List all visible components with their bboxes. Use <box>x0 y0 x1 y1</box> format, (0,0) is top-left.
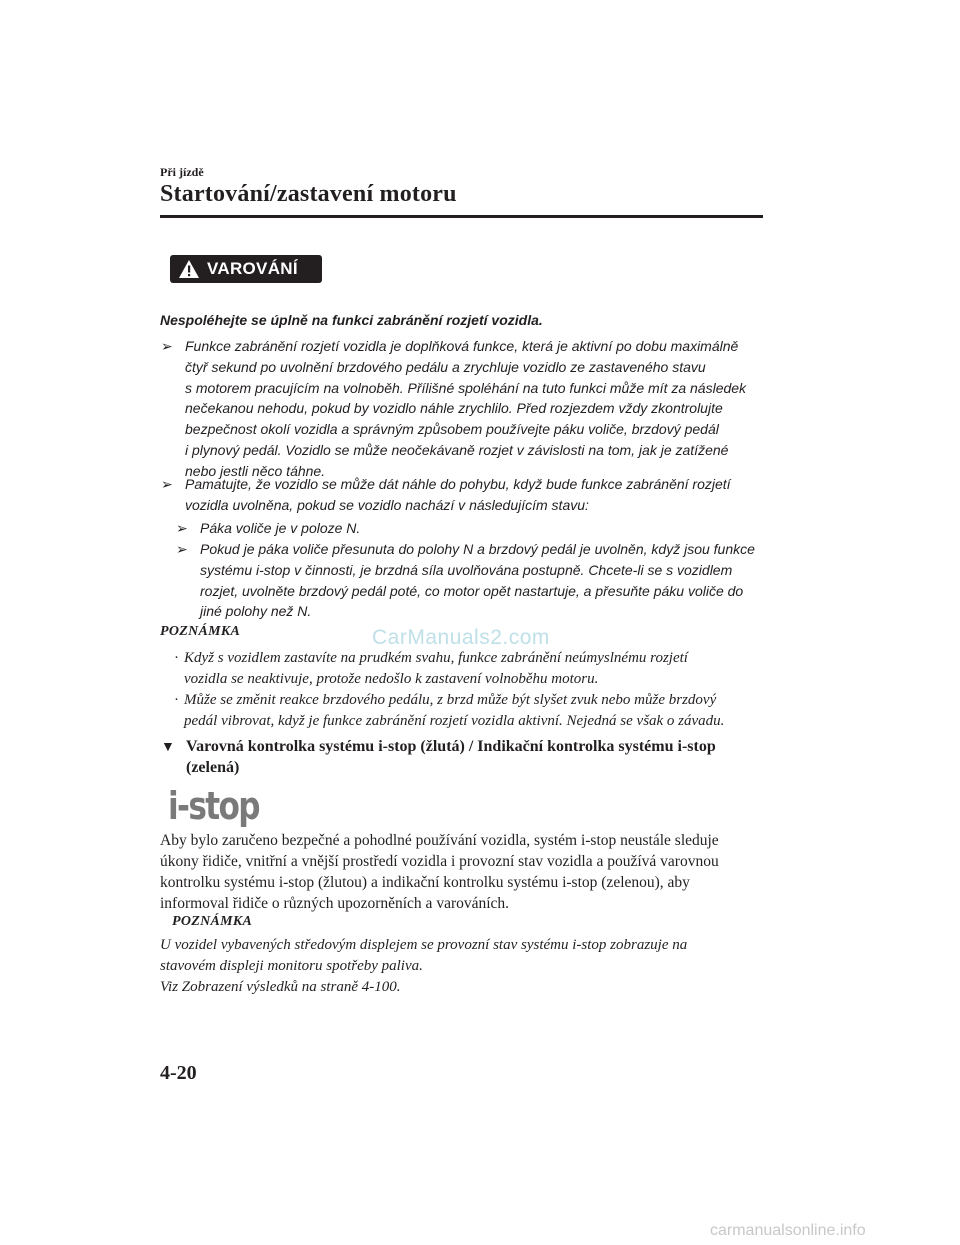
warning-line: čtyř sekund po uvolnění brzdového pedálu a zrychluje vozidlo ze zastaveného stavu <box>185 358 706 375</box>
arrow-bullet-icon: ➢ <box>161 476 173 492</box>
dot-bullet-icon: · <box>174 650 179 666</box>
note-line: vozidla se neaktivuje, protože nedošlo k zastavení volnoběhu motoru. <box>184 670 599 687</box>
section-label: Při jízdě <box>160 165 204 179</box>
body-line: Aby bylo zaručeno bezpečné a pohodlné používání vozidla, systém i-stop neustále sleduje <box>160 832 719 849</box>
note-line: Viz Zobrazení výsledků na straně 4-100. <box>160 978 401 995</box>
warning-line: jiné polohy než N. <box>200 603 312 620</box>
warning-lead: Nespoléhejte se úplně na funkci zabránění rozjetí vozidla. <box>160 312 543 328</box>
warning-line: Funkce zabránění rozjetí vozidla je doplňková funkce, která je aktivní po dobu maximálně <box>185 338 739 354</box>
warning-line: bezpečnost okolí vozidla a správným způsobem používejte páku voliče, brzdový pedál <box>185 421 719 438</box>
note-line: U vozidel vybavených středovým displejem se provozní stav systému i-stop zobrazuje na <box>160 937 688 953</box>
warning-line: nebo jestli něco táhne. <box>185 462 326 479</box>
warning-line: Páka voliče je v poloze N. <box>200 520 361 536</box>
warning-subitem <box>176 518 770 539</box>
triangle-down-icon: ▼ <box>161 740 175 755</box>
warning-badge <box>170 255 322 283</box>
istop-logo-icon: i-stop <box>168 784 259 828</box>
warning-line: nečekanou nehodu, pokud by vozidlo náhle zrychlilo. Před rozjezdem vždy zkontrolujte <box>185 400 723 417</box>
note-label: POZNÁMKA <box>172 914 253 929</box>
warning-line: Pokud je páka voliče přesunuta do polohy N a brzdový pedál je uvolněn, když jsou funkce <box>200 541 755 557</box>
arrow-bullet-icon: ➢ <box>176 541 188 557</box>
body-line: informoval řidiče o různých upozorněních a varováních. <box>160 895 510 912</box>
warning-line: rozjet, uvolněte brzdový pedál poté, co motor opět nastartuje, a přesuňte páku voliče do <box>200 582 744 599</box>
warning-item <box>161 336 770 482</box>
watermark-text: CarManuals2.com <box>372 626 550 649</box>
warning-line: systému i-stop v činnosti, je brzdná síla uvolňována postupně. Chcete-li se s vozidlem <box>200 561 733 578</box>
arrow-bullet-icon: ➢ <box>161 338 173 354</box>
note-label: POZNÁMKA <box>160 624 241 639</box>
warning-label: VAROVÁNÍ <box>207 259 298 278</box>
warning-subitem <box>176 539 770 622</box>
warning-line: i plynový pedál. Vozidlo se může neočekávaně rozjet v závislosti na tom, jak je zatížené <box>185 441 729 458</box>
note-line: Může se změnit reakce brzdového pedálu, z brzd může být slyšet zvuk nebo může brzdový <box>184 692 717 708</box>
chapter-title: Startování/zastavení motoru <box>160 181 457 207</box>
note-line: Když s vozidlem zastavíte na prudkém svahu, funkce zabránění neúmyslnému rozjetí <box>184 650 688 666</box>
page-number: 4-20 <box>160 1062 197 1084</box>
subsection-heading <box>161 736 766 778</box>
body-line: úkony řidiče, vnitřní a vnější prostředí vozidla i provozní stav vozidla a používá varovnou <box>160 853 719 870</box>
note-item <box>174 648 764 690</box>
title-rule <box>160 215 763 218</box>
note-paragraph <box>160 935 770 997</box>
arrow-bullet-icon: ➢ <box>176 520 188 536</box>
body-line: kontrolku systému i-stop (žlutou) a indikační kontrolku systému i-stop (zelenou), aby <box>160 874 690 891</box>
footer-site-text: carmanualsonline.info <box>710 1222 866 1239</box>
warning-triangle-icon <box>178 259 200 279</box>
note-item <box>174 690 764 732</box>
warning-line: Pamatujte, že vozidlo se může dát náhle do pohybu, když bude funkce zabránění rozjetí <box>185 476 731 492</box>
warning-line: s motorem pracujícím na volnoběh. Přílišné spoléhání na tuto funkci může mít za následek <box>185 379 747 396</box>
body-paragraph <box>160 830 770 914</box>
note-line: pedál vibrovat, když je funkce zabránění rozjetí vozidla aktivní. Nejedná se však o závadu. <box>184 712 725 729</box>
warning-item <box>161 474 770 516</box>
subsection-line: Varovná kontrolka systému i-stop (žlutá) / Indikační kontrolka systému i-stop <box>186 738 716 755</box>
warning-line: vozidla uvolněna, pokud se vozidlo nachází v následujícím stavu: <box>185 496 589 513</box>
dot-bullet-icon: · <box>174 692 179 708</box>
subsection-line: (zelená) <box>186 759 240 776</box>
note-line: stavovém displeji monitoru spotřeby paliva. <box>160 957 423 974</box>
